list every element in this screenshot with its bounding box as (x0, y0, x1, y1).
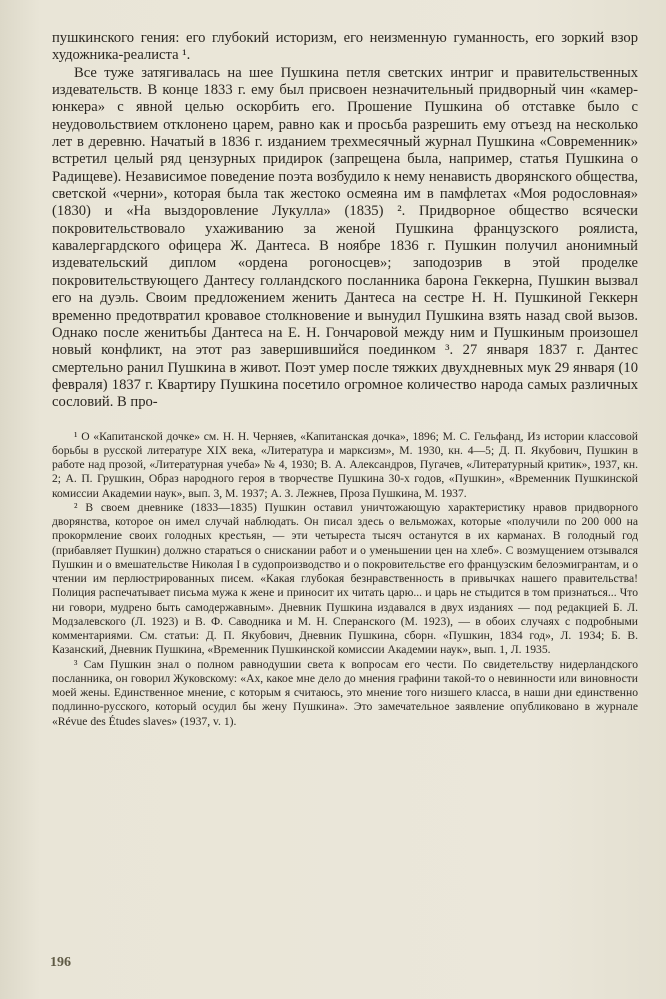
footnotes (52, 430, 638, 729)
footnote-1: ¹ О «Капитанской дочке» см. Н. Н. Черняев, «Капитанская дочка», 1896; М. С. Гельфанд, Из истории классовой борьбы в русской литературе XIX века, «Литература и марксизм», М. 1930, кн. 4—5; Д. П. Якубович, Пушкин в работе над прозой, «Литературная учеба» № 4, 1930; В. А. Александров, Пугачев, «Литературный критик», 1937, кн. 2; А. П. Грушкин, Образ народного героя в творчестве Пушкина 30-х годов, «Пушкин», «Временник Пушкинской комиссии Академии наук», вып. 3, М. 1937; А. З. Лежнев, Проза Пушкина, М. 1937. (52, 429, 638, 500)
page-number: 196 (50, 955, 71, 970)
main-paragraph-2: Все туже затягивалась на шее Пушкина петля светских интриг и правительственных издевательств. В конце 1833 г. ему был присвоен незначительный придворный чин «камер-юнкера» с явной целью оскорбить его. Прошение Пушкина об отставке было с неудовольствием отклонено царем, равно как и просьба разрешить ему отъезд на несколько лет в деревню. Начатый в 1836 г. изданием трехмесячный журнал Пушкина «Современник» встретил целый ряд цензурных придирок (запрещена была, например, статья Пушкина о Радищеве). Независимое поведение поэта возбудило к нему ненависть дворянского общества, светской «черни», которая была так жестоко осмеяна им в памфлетах «Моя родословная» (1830) и «На выздоровление Лукулла» (1835) ². Придворное общество всячески покровительствовало ухаживанию за женой Пушкина французского роялиста, кавалергардского офицера Ж. Дантеса. В ноябре 1836 г. Пушкин получил анонимный издевательский диплом «ордена рогоносцев»; заподозрив в этой проделке покровительствующего Дантесу голландского посланника барона Геккерна, Пушкин вызвал его на дуэль. Своим предложением женить Дантеса на сестре Н. Н. Пушкиной Геккерн временно предотвратил кровавое столкновение и вынудил Пушкина взять назад свой вызов. Однако после женитьбы Дантеса на Е. Н. Гончаровой между ним и Пушкиным произошел новый конфликт, на этот раз завершившийся поединком ³. 27 января 1837 г. Дантес смертельно ранил Пушкина в живот. Поэт умер после тяжких двухдневных мук 29 января (10 февраля) 1837 г. Квартиру Пушкина посетило огромное количество народа самых различных сословий. В про- (52, 64, 638, 411)
footnote-2: ² В своем дневнике (1833—1835) Пушкин оставил уничтожающую характеристику нравов придворного дворянства, которое он имел случай наблюдать. Он писал здесь о вельможах, которые «получили по 200 000 на прокормление своих голодных крестьян, — эти четыреста тысяч останутся в их карманах. В голодный год (прибавляет Пушкин) должно стараться о снискании работ и о уменьшении цен на хлеб». С возмущением отзывался Пушкин и о вмешательстве Николая I в судопроизводство и о покровительстве его французским белоэмигрантам, и о чтении им перлюстрированных писем. «Какая глубокая безнравственность в привычках нашего правительства! Полиция распечатывает письма мужа к жене и приносит их читать царю... и царь не стыдится в том признаться... Что ни говори, мудрено быть самодержавным». Дневник Пушкина издавался в двух изданиях — под редакцией Б. Л. Модзалевского (Л. 1923) и В. Ф. Саводника и М. Н. Сперанского (М. 1923), — в обоих случаях с подробными комментариями. См. статьи: Д. П. Якубович, Дневник Пушкина, сборн. «Пушкин, 1834 год», Л. 1934; Б. В. Казанский, Дневник Пушкина, «Временник Пушкинской комиссии Академии наук», вып. 1, Л. 1935. (52, 500, 638, 657)
main-paragraph-1: пушкинского гения: его глубокий историзм, его неизменную гуманность, его зоркий взор художника-реалиста ¹. (52, 30, 638, 64)
footnote-3: ³ Сам Пушкин знал о полном равнодушии света к вопросам его чести. По свидетельству нидерландского посланника, он говорил Жуковскому: «Ах, какое мне дело до мнения графини такой-то о невинности или виновности моей жены. Единственное мнение, с которым я считаюсь, это мнение того низшего класса, в наши дни единственно подлинно-русского, который осудил бы жену Пушкина». Это замечательное заявление опубликовано в журнале «Révue des Études slaves» (1937, v. 1). (52, 657, 638, 728)
main-text (52, 30, 638, 412)
